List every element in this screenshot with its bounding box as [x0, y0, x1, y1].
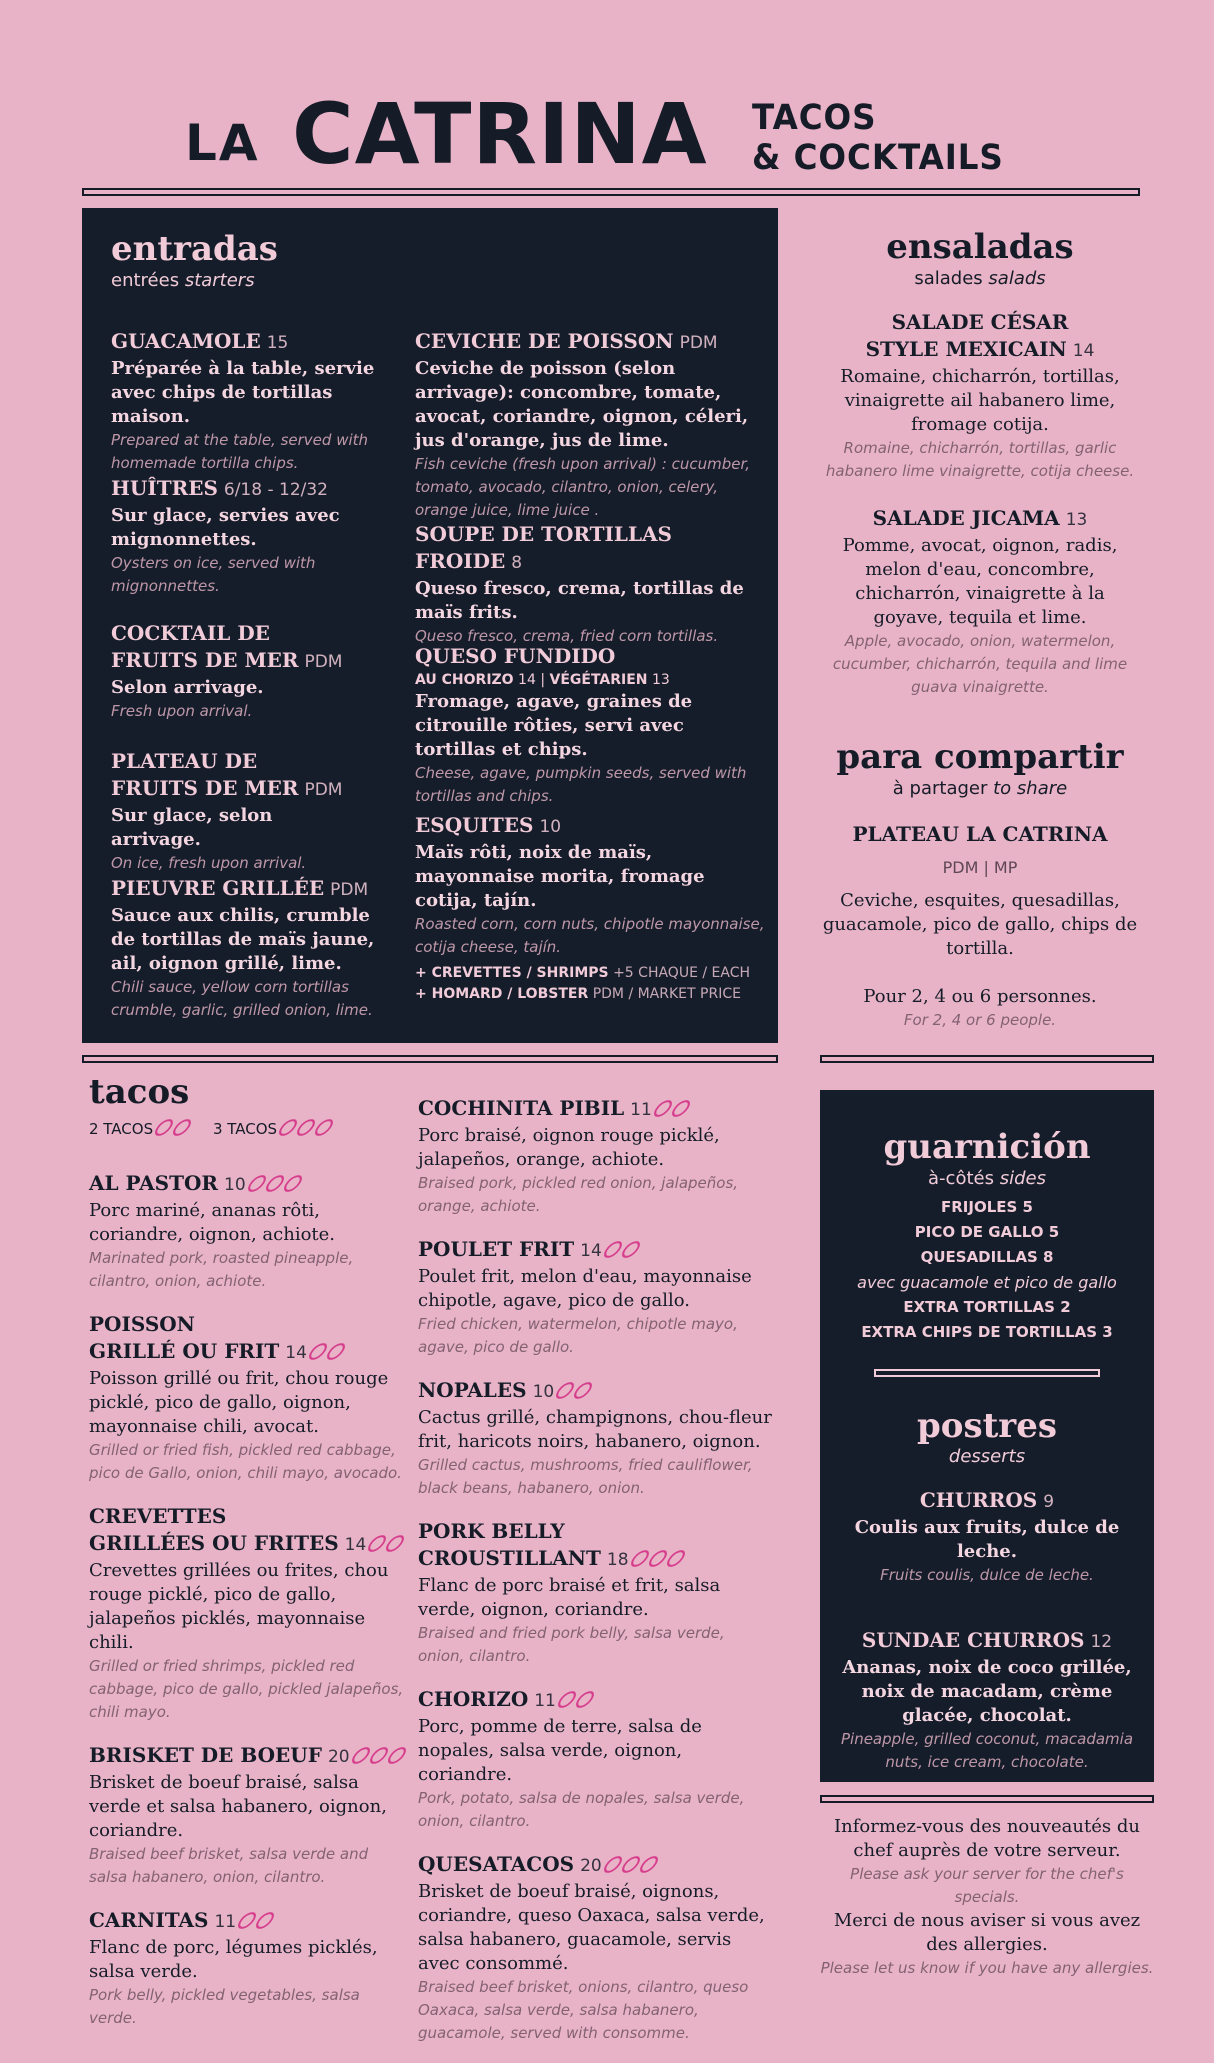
- section-title: para compartir: [836, 737, 1124, 777]
- tacos-column-left: [89, 1170, 404, 2048]
- menu-item: HUÎTRES 6/18 - 12/32 Sur glace, servies avec mignonnettes. Oysters on ice, served with mignonnettes.: [111, 476, 340, 595]
- menu-item: CREVETTES GRILLÉES OU FRITES 14 Crevettes grillées ou frites, chou rouge picklé, pico de gallo, jalapeños picklés, mayonnaise chili. Grilled or fried shrimps, pickled red cabbage, pico de gallo, pickled jalapeños, chili mayo.: [89, 1503, 404, 1724]
- section-title: entradas: [111, 229, 278, 269]
- divider: [82, 1055, 778, 1063]
- menu-item: CEVICHE DE POISSON PDM Ceviche de poisson (selon arrivage): concombre, tomate, avocat, coriandre, oignon, céleri, jus d'orange, jus de lime. Fish ceviche (fresh upon arrival) : cucumber, tomato, avocado, cilantro, onion, celery, orange juice, lime juice .: [415, 329, 751, 519]
- menu-item: BRISKET DE BOEUF 20 Brisket de boeuf braisé, salsa verde et salsa habanero, oignon, coriandre. Braised beef brisket, salsa verde and salsa habanero, onion, cilantro.: [89, 1742, 404, 1889]
- logo-tagline: TACOS & COCKTAILS: [752, 98, 1004, 178]
- chili-icon: [572, 1381, 595, 1400]
- menu-item: POULET FRIT 14 Poulet frit, melon d'eau, mayonnaise chipotle, agave, pico de gallo. Fried chicken, watermelon, chipotle mayo, agave, pico de gallo.: [418, 1237, 752, 1356]
- chili-icon: [171, 1118, 194, 1137]
- para-compartir-section: para compartir à partager to share PLATEAU LA CATRINA PDM | MP Ceviche, esquites, quesadillas, guacamole, pico de gallo, chips de tortilla. Pour 2, 4 ou 6 personnes. For 2, 4 or 6 people.: [820, 740, 1140, 1032]
- divider: [874, 1369, 1100, 1377]
- menu-item: SALADE CÉSAR STYLE MEXICAIN 14 Romaine, chicharrón, tortillas, vinaigrette ail habanero lime, fromage cotija. Romaine, chicharrón, tortillas, garlic habanero lime vinaigrette, cotija cheese.: [825, 309, 1135, 480]
- menu-item: CHORIZO 11 Porc, pomme de terre, salsa de nopales, salsa verde, oignon, coriandre. Pork, potato, salsa de nopales, salsa verde, onion, cilantro.: [418, 1687, 745, 1830]
- section-title: postres: [917, 1405, 1057, 1446]
- menu-item: SALADE JICAMA 13 Pomme, avocat, oignon, radis, melon d'eau, concombre, chicharrón, vinaigrette à la goyave, tequila et lime. Apple, avocado, onion, watermelon, cucumber, chicharrón, tequila and lime guava vinaigrette.: [832, 505, 1128, 696]
- sides-list: FRIJOLES 5 PICO DE GALLO 5 QUESADILLAS 8 avec guacamole et pico de gallo EXTRA TORTILLAS 2 EXTRA CHIPS DE TORTILLAS 3: [857, 1197, 1117, 1341]
- menu-item: ESQUITES 10 Maïs rôti, noix de maïs, mayonnaise morita, fromage cotija, tajín. Roasted corn, corn nuts, chipotle mayonnaise, cotija cheese, tajín. + CREVETTES / SHRIMPS +5 CHAQUE / EACH + HOMARD / LOBSTER PDM / MARKET PRICE: [415, 813, 765, 1002]
- chili-icon: [367, 1746, 390, 1765]
- chili-icon: [637, 1855, 660, 1874]
- chili-icon: [669, 1099, 692, 1118]
- menu-item: SOUPE DE TORTILLAS FROIDE 8 Queso fresco, crema, tortillas de maïs frits. Queso fresco, crema, fried corn tortillas.: [415, 522, 744, 645]
- section-title: guarnición: [883, 1127, 1091, 1167]
- postres-heading: postres desserts: [820, 1409, 1154, 1468]
- chili-icon: [385, 1746, 408, 1765]
- guarnicion-heading: guarnición à-côtés sides: [820, 1130, 1154, 1189]
- menu-item: PIEUVRE GRILLÉE PDM Sauce aux chilis, crumble de tortillas de maïs jaune, ail, oignon grillé, lime. Chili sauce, yellow corn tortillas crumble, garlic, grilled onion, lime.: [111, 876, 375, 1019]
- menu-item: PORK BELLY CROUSTILLANT 18 Flanc de porc braisé et frit, salsa verde, oignon, coriandre. Braised and fried pork belly, salsa verde, onion, cilantro.: [418, 1519, 725, 1665]
- taco-count-legend: 2 TACOS 3 TACOS: [89, 1119, 409, 1138]
- chili-icon: [619, 1240, 642, 1259]
- chili-icon: [281, 1174, 304, 1193]
- logo-catrina: CATRINA: [292, 85, 708, 183]
- chili-icon: [384, 1534, 407, 1553]
- chili-icon: [601, 1855, 624, 1874]
- logo-la: LA: [185, 114, 260, 172]
- menu-item: QUESO FUNDIDO AU CHORIZO 14 | VÉGÉTARIEN 13 Fromage, agave, graines de citrouille rôties, servi avec tortillas et chips. Cheese, agave, pumpkin seeds, served with tortillas and chips.: [415, 644, 747, 805]
- section-title: tacos: [89, 1072, 190, 1112]
- chili-icon: [312, 1118, 335, 1137]
- menu-item: COCKTAIL DE FRUITS DE MER PDM Selon arrivage. Fresh upon arrival.: [111, 621, 343, 720]
- menu-item: GUACAMOLE 15 Préparée à la table, servie avec chips de tortillas maison. Prepared at the table, served with homemade tortilla chips.: [111, 329, 375, 472]
- tacos-section: [89, 1072, 409, 1138]
- menu-item: COCHINITA PIBIL 11 Porc braisé, oignon rouge picklé, jalapeños, orange, achiote. Braised pork, pickled red onion, jalapeños, orange, achiote.: [418, 1096, 739, 1215]
- chili-icon: [628, 1549, 651, 1568]
- chili-icon: [263, 1174, 286, 1193]
- guarnicion-postres-panel: [820, 1090, 1154, 1782]
- menu-item: NOPALES 10 Cactus grillé, champignons, chou-fleur frit, haricots noirs, habanero, oignon. Grilled cactus, mushrooms, fried cauliflower, black beans, habanero, onion.: [418, 1378, 772, 1497]
- entradas-heading: entradas entrées starters: [111, 229, 278, 291]
- menu-item: QUESATACOS 20 Brisket de boeuf braisé, oignons, coriandre, queso Oaxaca, salsa verde, salsa habanero, guacamole, servis avec consommé. Braised beef brisket, onions, cilantro, queso Oaxaca, salsa verde, salsa habanero, guacamole, served with consomme.: [418, 1852, 765, 2042]
- divider: [820, 1055, 1154, 1063]
- chili-icon: [324, 1342, 347, 1361]
- chili-icon: [349, 1746, 372, 1765]
- entradas-panel: [82, 208, 778, 1043]
- chili-icon: [619, 1855, 642, 1874]
- menu-item: CHURROS 9 Coulis aux fruits, dulce de leche. Fruits coulis, dulce de leche.: [854, 1488, 1120, 1585]
- menu-item: PLATEAU DE FRUITS DE MER PDM Sur glace, selon arrivage. On ice, fresh upon arrival.: [111, 749, 343, 872]
- footer-note: Informez-vous des nouveautés du chef auprès de votre serveur. Please ask your server for the chef's specials. Merci de nous aviser si vous avez des allergies. Please let us know if you have any allergies.: [820, 1816, 1154, 1977]
- divider: [82, 188, 1140, 196]
- section-title: ensaladas: [886, 227, 1074, 267]
- menu-item: CARNITAS 11 Flanc de porc, légumes picklés, salsa verde. Pork belly, pickled vegetables, salsa verde.: [89, 1908, 378, 2027]
- chili-icon: [254, 1911, 277, 1930]
- divider: [820, 1795, 1154, 1803]
- menu-header: [0, 40, 1214, 183]
- menu-item: POISSON GRILLÉ OU FRIT 14 Poisson grillé ou frit, chou rouge picklé, pico de gallo, oignon, mayonnaise chili, avocat. Grilled or fried fish, pickled red cabbage, pico de Gallo, onion, chili mayo, avocado.: [89, 1312, 402, 1482]
- chili-icon: [573, 1690, 596, 1709]
- ensaladas-section: ensaladas salades salads SALADE CÉSAR STYLE MEXICAIN 14 Romaine, chicharrón, tortillas, vinaigrette ail habanero lime, fromage cotija. Romaine, chicharrón, tortillas, garlic habanero lime vinaigrette, cotija cheese. SALADE JICAMA 13 Pomme, avocat, oignon, radis, melon d'eau, concombre, chicharrón, vinaigrette à la goyave, tequila et lime. Apple, avocado, onion, watermelon, cucumber, chicharrón, tequila and lime guava vinaigrette.: [820, 230, 1140, 699]
- chili-icon: [245, 1174, 268, 1193]
- tacos-column-right: [418, 1095, 773, 2063]
- menu-item: SUNDAE CHURROS 12 Ananas, noix de coco grillée, noix de macadam, crème glacée, chocolat. Pineapple, grilled coconut, macadamia nuts, ice cream, chocolate.: [840, 1628, 1134, 1772]
- menu-item: AL PASTOR 10 Porc mariné, ananas rôti, coriandre, oignon, achiote. Marinated pork, roasted pineapple, cilantro, onion, achiote.: [89, 1171, 354, 1290]
